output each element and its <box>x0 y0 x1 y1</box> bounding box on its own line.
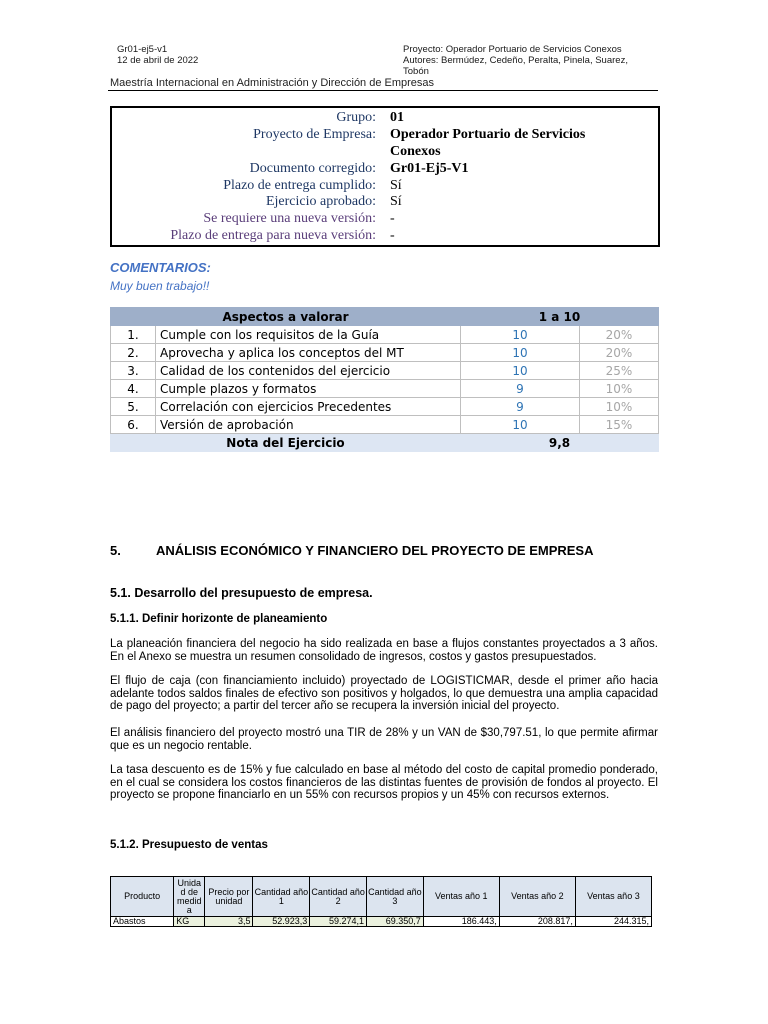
row-weight: 25% <box>580 362 659 380</box>
cell: 69.350,7 <box>367 917 424 927</box>
row-number: 1. <box>111 326 156 344</box>
info-label: Documento corregido: <box>249 161 376 176</box>
cell: 52.923,3 <box>253 917 310 927</box>
paragraph: El análisis financiero del proyecto mostró una TIR de 28% y un VAN de $30,797.51, lo que permite afirmar que es un negocio rentable. <box>110 727 658 752</box>
info-label: Ejercicio aprobado: <box>265 194 376 209</box>
row-aspect: Cumple con los requisitos de la Guía <box>156 326 461 344</box>
authors-line-cont: Tobón <box>403 66 429 77</box>
row-aspect: Calidad de los contenidos del ejercicio <box>156 362 461 380</box>
comments-text: Muy buen trabajo!! <box>110 279 210 293</box>
info-label: Se requiere una nueva versión: <box>203 211 376 226</box>
section-title: ANÁLISIS ECONÓMICO Y FINANCIERO DEL PROYECTO DE EMPRESA <box>156 543 594 558</box>
doc-code: Gr01-ej5-v1 <box>117 44 168 55</box>
row-number: 4. <box>111 380 156 398</box>
col-header: Ventas año 3 <box>575 877 651 917</box>
col-header: Ventas año 2 <box>499 877 575 917</box>
info-value: - <box>390 228 395 243</box>
row-score: 9 <box>461 398 580 416</box>
cell: KG <box>174 917 205 927</box>
table-row <box>111 416 659 434</box>
table-row <box>111 326 659 344</box>
col-header: Producto <box>111 877 174 917</box>
row-score: 9 <box>461 380 580 398</box>
col-header: Precio por unidad <box>205 877 253 917</box>
row-aspect: Aprovecha y aplica los conceptos del MT <box>156 344 461 362</box>
project-line: Proyecto: Operador Portuario de Servicios Conexos <box>403 44 622 55</box>
cell: Abastos <box>111 917 174 927</box>
info-value: Sí <box>390 194 402 209</box>
table-row <box>111 362 659 380</box>
subsubsection-title-sales: 5.1.2. Presupuesto de ventas <box>110 839 268 851</box>
paragraph: El flujo de caja (con financiamiento incluido) proyectado de LOGISTICMAR, desde el primer año hacia adelante todos saldos finales de efectivo son positivos y holgados, lo que demuestra una amplia capacidad de pago del proyecto; a partir del tercer año se recupera la inversión inicial del proyecto. <box>110 675 658 712</box>
info-value: Sí <box>390 178 402 193</box>
cell: 244.315, <box>575 917 651 927</box>
table-row <box>111 380 659 398</box>
row-number: 6. <box>111 416 156 434</box>
row-weight: 15% <box>580 416 659 434</box>
table-row <box>111 344 659 362</box>
row-weight: 20% <box>580 344 659 362</box>
cell: 186.443, <box>423 917 499 927</box>
row-aspect: Cumple plazos y formatos <box>156 380 461 398</box>
row-number: 2. <box>111 344 156 362</box>
header-divider <box>108 90 658 91</box>
comments-title: COMENTARIOS: <box>110 260 211 275</box>
col-header: Unida d de medid a <box>174 877 205 917</box>
col-header: Ventas año 1 <box>423 877 499 917</box>
paragraph: La planeación financiera del negocio ha sido realizada en base a flujos constantes proyectados a 3 años. En el Anexo se muestra un resumen consolidado de ingresos, costos y gastos presupuestados. <box>110 638 658 663</box>
info-value: Operador Portuario de Servicios <box>390 127 586 142</box>
header-scale: 1 a 10 <box>461 308 659 326</box>
row-score: 10 <box>461 344 580 362</box>
info-value: 01 <box>390 110 404 125</box>
subsubsection-title: 5.1.1. Definir horizonte de planeamiento <box>110 613 328 625</box>
row-aspect: Versión de aprobación <box>156 416 461 434</box>
total-row <box>111 434 659 452</box>
row-score: 10 <box>461 326 580 344</box>
evaluation-info-box <box>110 106 660 247</box>
info-label: Plazo de entrega cumplido: <box>223 178 376 193</box>
evaluation-table <box>110 307 659 452</box>
section-number: 5. <box>110 543 121 558</box>
row-number: 3. <box>111 362 156 380</box>
subsection-title: 5.1. Desarrollo del presupuesto de empresa. <box>110 586 373 600</box>
paragraph: La tasa descuento es de 15% y fue calculado en base al método del costo de capital promedio ponderado, en el cual se considera los costos financieros de las distintas fuentes de provisión de fondos al proyecto. El proyecto se propone financiarlo en un 55% con recursos propios y un 45% con recursos externos. <box>110 764 658 801</box>
info-value: Gr01-Ej5-V1 <box>390 161 469 176</box>
table-header-row <box>111 308 659 326</box>
row-score: 10 <box>461 362 580 380</box>
row-number: 5. <box>111 398 156 416</box>
info-label: Plazo de entrega para nueva versión: <box>170 228 376 243</box>
nota-label: Nota del Ejercicio <box>111 434 461 452</box>
row-weight: 10% <box>580 398 659 416</box>
col-header: Cantidad año 3 <box>367 877 424 917</box>
header-aspects: Aspectos a valorar <box>111 308 461 326</box>
row-weight: 10% <box>580 380 659 398</box>
doc-date: 12 de abril de 2022 <box>117 55 199 66</box>
info-value: - <box>390 211 395 226</box>
col-header: Cantidad año 1 <box>253 877 310 917</box>
row-aspect: Correlación con ejercicios Precedentes <box>156 398 461 416</box>
info-label: Grupo: <box>336 110 376 125</box>
table-header-row <box>111 877 652 917</box>
table-row <box>111 398 659 416</box>
cell: 208.817, <box>499 917 575 927</box>
row-weight: 20% <box>580 326 659 344</box>
authors-line: Autores: Bermúdez, Cedeño, Peralta, Pinela, Suarez, <box>403 55 628 66</box>
cell: 3,5 <box>205 917 253 927</box>
info-value: Conexos <box>390 144 441 159</box>
sales-budget-table <box>110 876 652 927</box>
nota-value: 9,8 <box>461 434 659 452</box>
table-row <box>111 917 652 927</box>
col-header: Cantidad año 2 <box>310 877 367 917</box>
cell: 59.274,1 <box>310 917 367 927</box>
row-score: 10 <box>461 416 580 434</box>
program-name: Maestría Internacional en Administración y Dirección de Empresas <box>110 77 435 89</box>
info-label: Proyecto de Empresa: <box>253 127 376 142</box>
